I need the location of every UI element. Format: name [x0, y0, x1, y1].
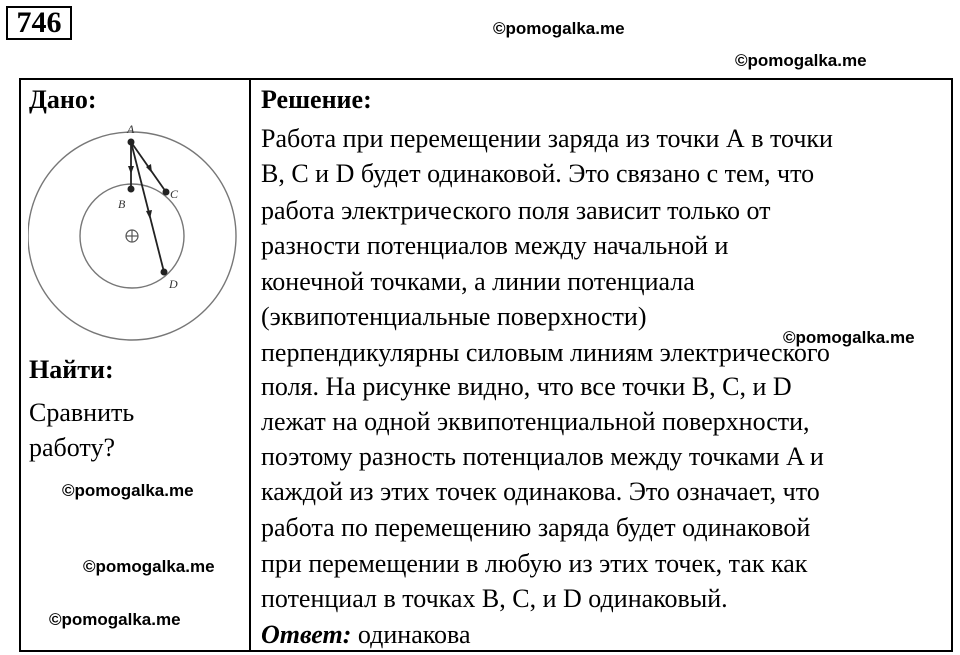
- solution-line: B, C и D будет одинаковой. Это связано с тем, что: [261, 159, 815, 188]
- watermark: ©pomogalka.me: [493, 19, 625, 38]
- problem-number: 746: [6, 6, 72, 40]
- label-b: B: [118, 197, 126, 211]
- solution-line: конечной точками, а линии потенциала: [261, 267, 695, 296]
- point-b: [128, 186, 135, 193]
- point-d: [161, 269, 168, 276]
- watermark: ©pomogalka.me: [83, 557, 215, 576]
- solution-line: работа электрического поля зависит только от: [261, 196, 771, 225]
- arrow-ab: [128, 166, 134, 174]
- path-ad: [131, 142, 164, 272]
- label-a: A: [127, 122, 135, 136]
- column-divider: [249, 78, 251, 652]
- solution-line: каждой из этих точек одинакова. Это означает, что: [261, 477, 820, 506]
- find-text-line: работу?: [29, 433, 115, 462]
- label-c: C: [170, 187, 179, 201]
- answer-line: [261, 620, 471, 650]
- find-text-line: Сравнить: [29, 398, 135, 427]
- label-d: D: [169, 277, 178, 291]
- point-a: [128, 139, 135, 146]
- solution-label: Решение:: [261, 85, 372, 114]
- watermark: ©pomogalka.me: [783, 328, 915, 347]
- solution-line: работа по перемещению заряда будет одинаковой: [261, 513, 811, 542]
- answer-label: Ответ:: [261, 620, 352, 649]
- given-label: Дано:: [29, 85, 97, 114]
- solution-line: Работа при перемещении заряда из точки А в точки: [261, 124, 833, 153]
- watermark: ©pomogalka.me: [49, 610, 181, 629]
- solution-line: при перемещении в любую из этих точек, так как: [261, 549, 808, 578]
- answer-value: одинакова: [351, 620, 471, 649]
- watermark: ©pomogalka.me: [62, 481, 194, 500]
- solution-line: потенциал в точках B, C, и D одинаковый.: [261, 584, 728, 613]
- solution-line: лежат на одной эквипотенциальной поверхности,: [261, 407, 810, 436]
- solution-line: поэтому разность потенциалов между точками A и: [261, 442, 824, 471]
- watermark: ©pomogalka.me: [735, 51, 867, 70]
- solution-line: (эквипотенциальные поверхности): [261, 302, 647, 331]
- point-c: [163, 189, 170, 196]
- solution-line: разности потенциалов между начальной и: [261, 231, 729, 260]
- find-label: Найти:: [29, 355, 114, 384]
- potential-figure: [28, 118, 240, 350]
- solution-line: поля. На рисунке видно, что все точки B, C, и D: [261, 372, 792, 401]
- solution-line: перпендикулярны силовым линиям электрического: [261, 338, 830, 367]
